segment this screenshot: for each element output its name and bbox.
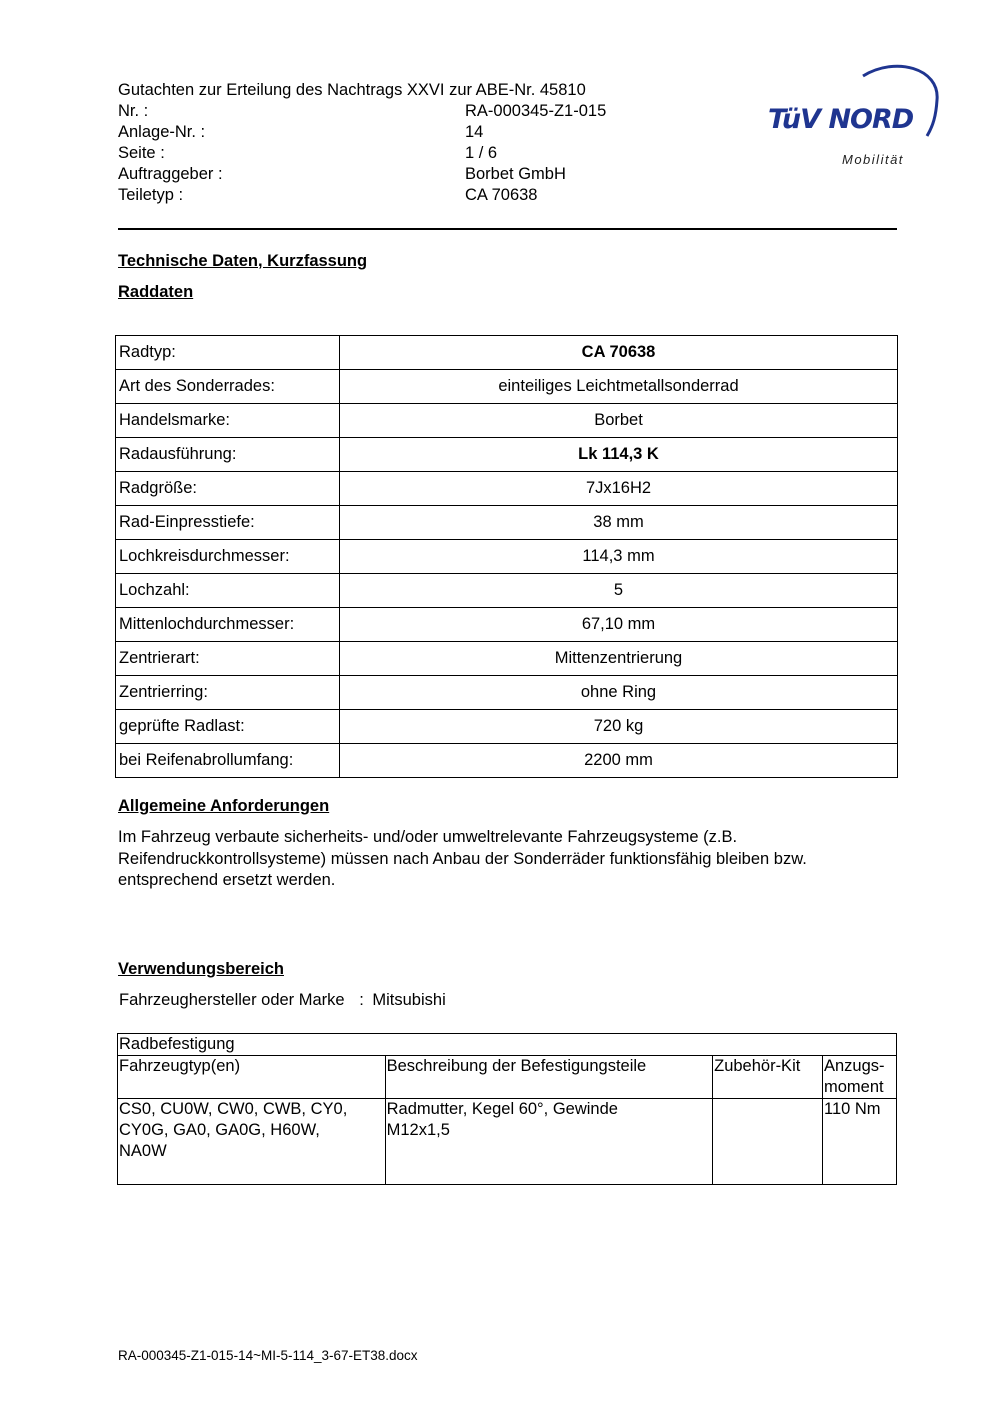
header-value: 1 / 6 (465, 144, 498, 162)
table-row (116, 438, 898, 472)
row-label: Rad-Einpresstiefe: (116, 506, 340, 540)
wheel-data-table (115, 335, 898, 778)
tuev-nord-logo: TüV NORD (768, 104, 914, 135)
row-label: Radgröße: (116, 472, 340, 506)
row-label: geprüfte Radlast: (116, 710, 340, 744)
row-label: Lochzahl: (116, 574, 340, 608)
section-heading-allgemeine-anforderungen: Allgemeine Anforderungen (118, 797, 330, 815)
header-divider (118, 228, 897, 230)
header-label: Nr. : (118, 102, 149, 120)
table-row (116, 676, 898, 710)
table-title-row (118, 1034, 897, 1056)
row-label: Handelsmarke: (116, 404, 340, 438)
table-row (116, 710, 898, 744)
section-heading-verwendungsbereich: Verwendungsbereich (118, 960, 284, 978)
header-label: Auftraggeber : (118, 165, 223, 183)
table-row (116, 336, 898, 370)
manufacturer-separator: : (359, 991, 364, 1009)
header-field-anlage (118, 122, 484, 143)
row-label: bei Reifenabrollumfang: (116, 744, 340, 778)
row-value: Mittenzentrierung (340, 642, 898, 676)
row-value: 67,10 mm (340, 608, 898, 642)
header-label: Seite : (118, 144, 165, 162)
table-row (116, 506, 898, 540)
row-value: 7Jx16H2 (340, 472, 898, 506)
header-value: 14 (465, 123, 484, 141)
header-value: CA 70638 (465, 186, 538, 204)
vehicle-types-cell (118, 1099, 386, 1185)
table-row (116, 744, 898, 778)
header-label: Teiletyp : (118, 186, 184, 204)
row-label: Lochkreisdurchmesser: (116, 540, 340, 574)
header-value: RA-000345-Z1-015 (465, 102, 607, 120)
row-label: Zentrierart: (116, 642, 340, 676)
paragraph-line: entsprechend ersetzt werden. (118, 871, 336, 889)
row-value: ohne Ring (340, 676, 898, 710)
cell-line: M12x1,5 (386, 1121, 450, 1139)
row-value: 38 mm (340, 506, 898, 540)
cell-line: NA0W (119, 1142, 167, 1160)
header-line: Anzugs- (824, 1057, 885, 1075)
logo-subtitle: Mobilität (842, 152, 904, 167)
accessory-kit-cell (713, 1099, 823, 1185)
row-label: Mittenlochdurchmesser: (116, 608, 340, 642)
manufacturer-value: Mitsubishi (372, 991, 446, 1009)
description-cell (385, 1099, 712, 1185)
row-value: Borbet (340, 404, 898, 438)
row-value: 720 kg (340, 710, 898, 744)
row-value: 5 (340, 574, 898, 608)
column-header: Beschreibung der Befestigungsteile (385, 1056, 712, 1099)
paragraph-line: Im Fahrzeug verbaute sicherheits- und/oder umweltrelevante Fahrzeugsysteme (z.B. (118, 828, 738, 846)
header-field-nr (118, 101, 607, 122)
manufacturer-label: Fahrzeughersteller oder Marke (119, 991, 345, 1009)
table-row (118, 1099, 897, 1185)
header-field-teiletyp (118, 185, 538, 206)
document-title: Gutachten zur Erteilung des Nachtrags XXVI zur ABE-Nr. 45810 (118, 81, 586, 99)
table-title: Radbefestigung (118, 1034, 897, 1056)
row-label: Zentrierring: (116, 676, 340, 710)
paragraph-line: Reifendruckkontrollsysteme) müssen nach Anbau der Sonderräder funktionsfähig bleiben bzw. (118, 849, 807, 868)
table-header-row (118, 1056, 897, 1099)
cell-line: CY0G, GA0, GA0G, H60W, (119, 1121, 320, 1139)
row-value: CA 70638 (340, 336, 898, 370)
row-value: 114,3 mm (340, 540, 898, 574)
header-line: moment (824, 1078, 884, 1096)
table-row (116, 608, 898, 642)
row-value: Lk 114,3 K (340, 438, 898, 472)
table-row (116, 574, 898, 608)
header-label: Anlage-Nr. : (118, 123, 206, 141)
table-row (116, 472, 898, 506)
column-header: Fahrzeugtyp(en) (118, 1056, 386, 1099)
row-value: 2200 mm (340, 744, 898, 778)
manufacturer-line (119, 991, 446, 1010)
row-label: Radtyp: (116, 336, 340, 370)
row-value: einteiliges Leichtmetallsonderrad (340, 370, 898, 404)
row-label: Radausführung: (116, 438, 340, 472)
column-header-torque (823, 1056, 897, 1099)
section-heading-raddaten: Raddaten (118, 283, 194, 301)
row-label: Art des Sonderrades: (116, 370, 340, 404)
header-value: Borbet GmbH (465, 165, 566, 183)
table-row (116, 370, 898, 404)
cell-line: Radmutter, Kegel 60°, Gewinde (386, 1100, 618, 1118)
footer-filename: RA-000345-Z1-015-14~MI-5-114_3-67-ET38.docx (118, 1348, 418, 1363)
torque-cell: 110 Nm (823, 1099, 897, 1185)
table-row (116, 540, 898, 574)
header-field-auftraggeber (118, 164, 566, 185)
header-field-seite (118, 143, 498, 164)
section-heading-technische-daten: Technische Daten, Kurzfassung (118, 252, 368, 270)
table-row (116, 642, 898, 676)
cell-line: CS0, CU0W, CW0, CWB, CY0, (119, 1100, 348, 1118)
table-row (116, 404, 898, 438)
requirements-paragraph (118, 827, 908, 892)
fastening-table (117, 1033, 897, 1185)
column-header: Zubehör-Kit (713, 1056, 823, 1099)
